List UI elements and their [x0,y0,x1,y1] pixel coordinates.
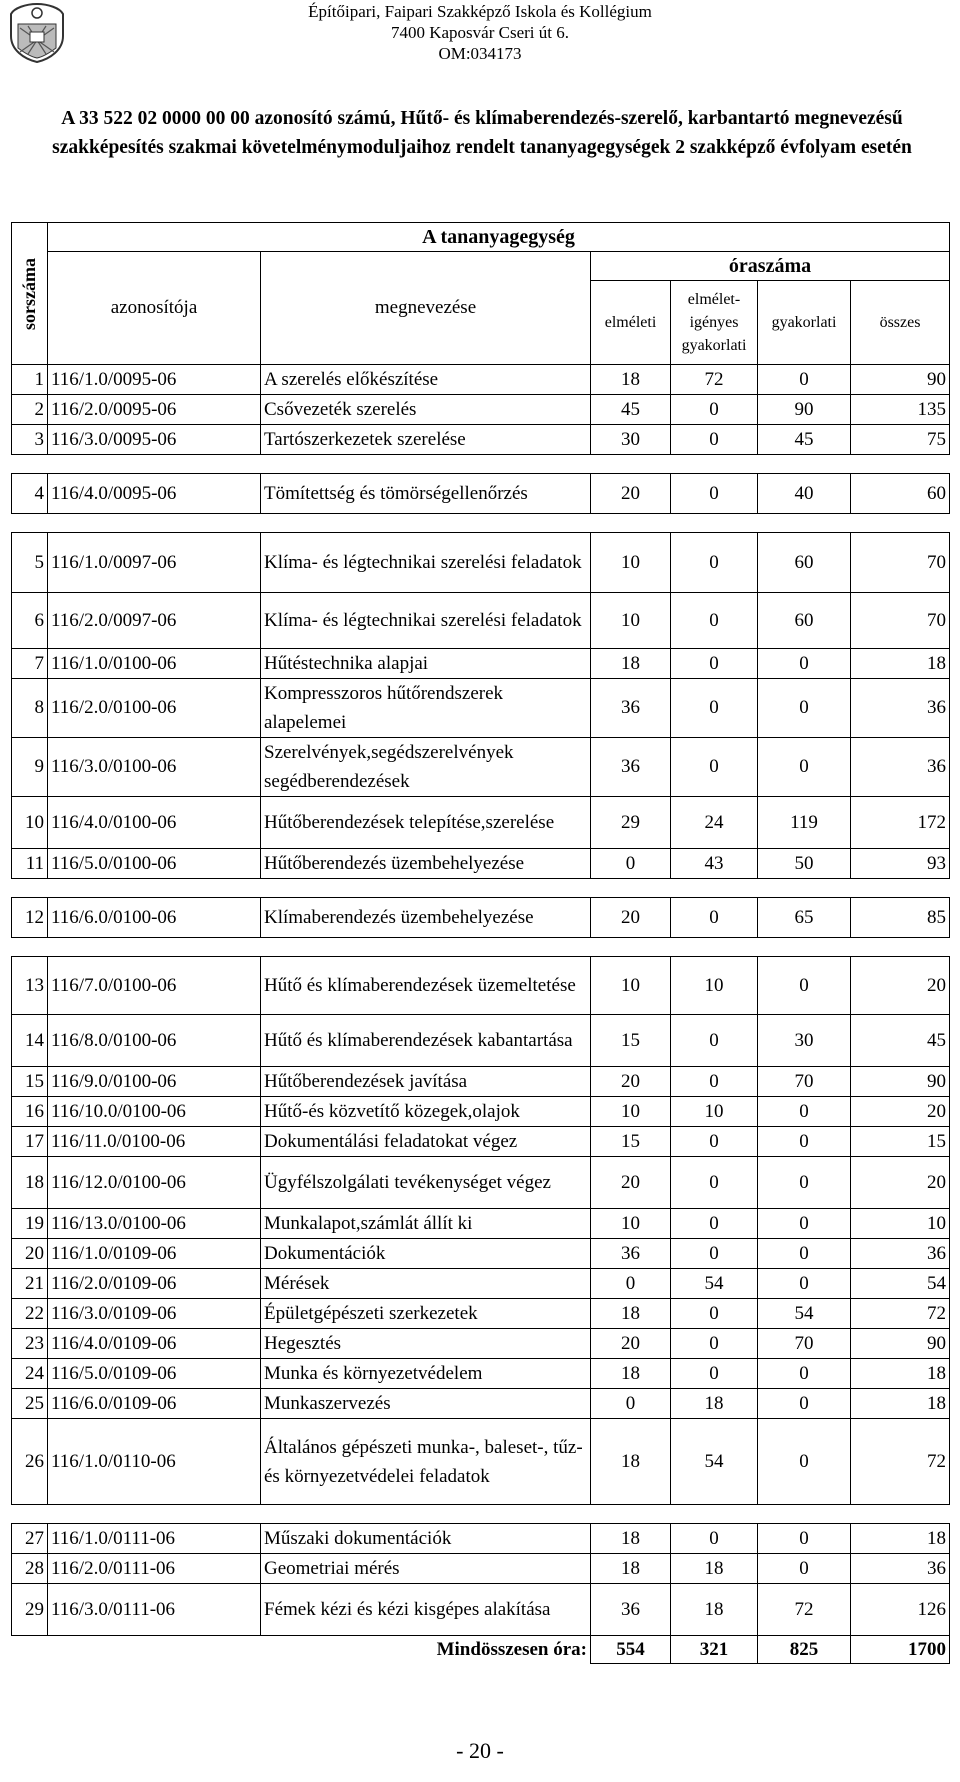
row-name: Geometriai mérés [261,1554,591,1584]
row-practice: 0 [758,1359,851,1389]
row-name: Csővezeték szerelés [261,395,591,425]
row-id: 116/9.0/0100-06 [48,1067,261,1097]
group-title-header: A tananyagegység [48,223,950,252]
row-spacer-cell [12,938,950,957]
row-number: 17 [12,1127,48,1157]
row-number: 12 [12,898,48,938]
row-number: 25 [12,1389,48,1419]
table-row [12,425,950,455]
row-total: 60 [851,474,950,514]
row-practice: 0 [758,1239,851,1269]
row-theory: 0 [591,1389,671,1419]
row-theory: 10 [591,533,671,593]
theory-header: elméleti [591,281,671,365]
row-name: Hűtő és klímaberendezések kabantartása [261,1015,591,1067]
row-theory-practice: 0 [671,1015,758,1067]
row-spacer [12,879,950,898]
table-row [12,1554,950,1584]
row-total: 93 [851,849,950,879]
row-practice: 72 [758,1584,851,1636]
row-number: 7 [12,649,48,679]
row-name: Hegesztés [261,1329,591,1359]
table-row [12,474,950,514]
row-practice: 0 [758,1157,851,1209]
page-header [0,0,960,68]
table-row [12,1299,950,1329]
row-number: 5 [12,533,48,593]
row-total: 36 [851,1239,950,1269]
row-id: 116/1.0/0110-06 [48,1419,261,1505]
row-name: Szerelvények,segédszerelvények segédberendezések [261,738,591,797]
row-name: Munka és környezetvédelem [261,1359,591,1389]
row-theory: 15 [591,1015,671,1067]
row-theory-practice: 0 [671,1239,758,1269]
table-row [12,1157,950,1209]
row-theory-practice: 18 [671,1389,758,1419]
row-name: Klíma- és légtechnikai szerelési feladatok [261,533,591,593]
row-name: Műszaki dokumentációk [261,1524,591,1554]
row-theory: 18 [591,1359,671,1389]
row-practice: 40 [758,474,851,514]
grand-total-all: 1700 [851,1636,950,1664]
row-number: 15 [12,1067,48,1097]
row-theory: 29 [591,797,671,849]
table-row [12,849,950,879]
row-id: 116/11.0/0100-06 [48,1127,261,1157]
table-row [12,1524,950,1554]
row-theory-practice: 0 [671,593,758,649]
row-spacer-cell [12,514,950,533]
row-theory: 18 [591,1419,671,1505]
row-id: 116/2.0/0111-06 [48,1554,261,1584]
row-id: 116/8.0/0100-06 [48,1015,261,1067]
row-total: 90 [851,365,950,395]
row-theory: 20 [591,1329,671,1359]
grand-total-practice: 825 [758,1636,851,1664]
row-number: 6 [12,593,48,649]
row-id: 116/3.0/0100-06 [48,738,261,797]
row-theory: 20 [591,898,671,938]
name-header: megnevezése [261,252,591,365]
row-name: Épületgépészeti szerkezetek [261,1299,591,1329]
row-theory: 45 [591,395,671,425]
row-theory-practice: 0 [671,1329,758,1359]
table-row [12,1239,950,1269]
row-spacer-cell [12,455,950,474]
row-theory: 20 [591,1067,671,1097]
row-total: 70 [851,593,950,649]
row-spacer [12,938,950,957]
row-name: Klíma- és légtechnikai szerelési feladatok [261,593,591,649]
row-theory: 30 [591,425,671,455]
row-number: 3 [12,425,48,455]
table-row [12,797,950,849]
table-row [12,1584,950,1636]
row-name: Tömítettség és tömörségellenőrzés [261,474,591,514]
row-theory: 36 [591,1584,671,1636]
row-number: 18 [12,1157,48,1209]
row-id: 116/3.0/0111-06 [48,1584,261,1636]
row-number: 23 [12,1329,48,1359]
row-total: 36 [851,679,950,738]
row-number: 9 [12,738,48,797]
row-total: 18 [851,1389,950,1419]
row-number: 8 [12,679,48,738]
table-row [12,738,950,797]
row-theory: 0 [591,849,671,879]
row-number: 19 [12,1209,48,1239]
row-total: 90 [851,1329,950,1359]
row-total: 72 [851,1299,950,1329]
row-name: Kompresszoros hűtőrendszerek alapelemei [261,679,591,738]
row-theory: 10 [591,957,671,1015]
row-practice: 60 [758,533,851,593]
document-title: A 33 522 02 0000 00 00 azonosító számú, Hűtő- és klímaberendezés-szerelő, karbantartó megnevezésű szakképesítés szakmai követelménymoduljaihoz rendelt tananyagegységek 2 szakképző évfolyam esetén [52,108,912,158]
row-theory: 10 [591,1097,671,1127]
row-name: Ügyfélszolgálati tevékenységet végez [261,1157,591,1209]
row-id: 116/4.0/0109-06 [48,1329,261,1359]
table-row [12,1097,950,1127]
row-theory: 36 [591,738,671,797]
row-number: 13 [12,957,48,1015]
row-name: Hűtéstechnika alapjai [261,649,591,679]
row-practice: 70 [758,1067,851,1097]
row-spacer [12,1505,950,1524]
row-theory-practice: 0 [671,1524,758,1554]
school-address: 7400 Kaposvár Cseri út 6. [390,23,569,42]
row-total: 20 [851,1097,950,1127]
row-total: 36 [851,1554,950,1584]
row-name: Általános gépészeti munka-, baleset-, tűz- és környezetvédelei feladatok [261,1419,591,1505]
row-name: Hűtőberendezés üzembehelyezése [261,849,591,879]
row-number: 26 [12,1419,48,1505]
table-body [12,365,950,1664]
row-name: Fémek kézi és kézi kisgépes alakítása [261,1584,591,1636]
row-practice: 0 [758,1389,851,1419]
row-number: 21 [12,1269,48,1299]
row-practice: 0 [758,365,851,395]
row-theory-practice: 0 [671,1157,758,1209]
row-theory-practice: 0 [671,738,758,797]
row-total: 54 [851,1269,950,1299]
row-name: Klímaberendezés üzembehelyezése [261,898,591,938]
row-total: 36 [851,738,950,797]
serial-header: sorszáma [19,257,39,330]
row-theory: 10 [591,593,671,649]
row-name: Munkalapot,számlát állít ki [261,1209,591,1239]
table-row [12,649,950,679]
row-name: Hűtőberendezések telepítése,szerelése [261,797,591,849]
row-spacer [12,514,950,533]
row-theory: 18 [591,1554,671,1584]
row-practice: 0 [758,738,851,797]
table-row [12,957,950,1015]
practice-header: gyakorlati [758,281,851,365]
row-theory-practice: 10 [671,1097,758,1127]
total-header: összes [851,281,950,365]
row-id: 116/2.0/0095-06 [48,395,261,425]
row-spacer-cell [12,1505,950,1524]
row-theory: 15 [591,1127,671,1157]
row-id: 116/2.0/0097-06 [48,593,261,649]
row-practice: 0 [758,1419,851,1505]
row-theory-practice: 0 [671,474,758,514]
table-row [12,1269,950,1299]
table-row [12,1209,950,1239]
school-name: Építőipari, Faipari Szakképző Iskola és Kollégium [308,2,652,21]
row-name: Munkaszervezés [261,1389,591,1419]
row-id: 116/1.0/0109-06 [48,1239,261,1269]
row-theory-practice: 18 [671,1584,758,1636]
row-total: 20 [851,1157,950,1209]
row-practice: 60 [758,593,851,649]
table-row [12,1389,950,1419]
table-row [12,679,950,738]
row-id: 116/3.0/0095-06 [48,425,261,455]
row-number: 24 [12,1359,48,1389]
row-theory-practice: 0 [671,395,758,425]
school-info [0,1,960,64]
row-name: Dokumentációk [261,1239,591,1269]
row-theory-practice: 0 [671,1067,758,1097]
row-name: Hűtő-és közvetítő közegek,olajok [261,1097,591,1127]
row-practice: 0 [758,1097,851,1127]
serial-header-cell [12,223,48,365]
row-total: 70 [851,533,950,593]
row-total: 72 [851,1419,950,1505]
row-practice: 0 [758,1524,851,1554]
row-total: 15 [851,1127,950,1157]
row-id: 116/5.0/0100-06 [48,849,261,879]
table-row [12,1067,950,1097]
row-total: 45 [851,1015,950,1067]
row-practice: 0 [758,679,851,738]
page-number: - 20 - [456,1738,504,1763]
row-practice: 30 [758,1015,851,1067]
row-total: 90 [851,1067,950,1097]
theory-practice-header: elmélet-igényes gyakorlati [671,281,758,365]
curriculum-table [11,222,950,1664]
grand-total-theory-practice: 321 [671,1636,758,1664]
row-total: 18 [851,1524,950,1554]
row-theory-practice: 0 [671,1299,758,1329]
row-total: 18 [851,1359,950,1389]
row-theory-practice: 43 [671,849,758,879]
row-practice: 119 [758,797,851,849]
row-theory-practice: 0 [671,425,758,455]
row-number: 29 [12,1584,48,1636]
row-theory: 0 [591,1269,671,1299]
row-theory: 18 [591,1299,671,1329]
row-theory-practice: 24 [671,797,758,849]
row-total: 18 [851,649,950,679]
grand-total-theory: 554 [591,1636,671,1664]
row-number: 27 [12,1524,48,1554]
table-row [12,1359,950,1389]
table-row [12,898,950,938]
row-practice: 45 [758,425,851,455]
row-name: Hűtő és klímaberendezések üzemeltetése [261,957,591,1015]
row-number: 11 [12,849,48,879]
row-theory-practice: 0 [671,1209,758,1239]
table-row [12,395,950,425]
row-spacer [12,455,950,474]
row-name: Dokumentálási feladatokat végez [261,1127,591,1157]
row-id: 116/1.0/0111-06 [48,1524,261,1554]
row-id: 116/13.0/0100-06 [48,1209,261,1239]
row-number: 1 [12,365,48,395]
row-total: 126 [851,1584,950,1636]
id-header: azonosítója [48,252,261,365]
row-total: 135 [851,395,950,425]
row-theory: 10 [591,1209,671,1239]
row-name: A szerelés előkészítése [261,365,591,395]
row-practice: 0 [758,649,851,679]
row-practice: 90 [758,395,851,425]
row-total: 20 [851,957,950,1015]
row-total: 10 [851,1209,950,1239]
row-spacer-cell [12,879,950,898]
row-id: 116/1.0/0095-06 [48,365,261,395]
row-theory-practice: 0 [671,649,758,679]
row-id: 116/2.0/0100-06 [48,679,261,738]
row-practice: 0 [758,957,851,1015]
row-theory-practice: 54 [671,1269,758,1299]
hours-header: óraszáma [591,252,950,281]
table-row [12,1329,950,1359]
table-row [12,533,950,593]
row-total: 172 [851,797,950,849]
row-theory: 20 [591,1157,671,1209]
row-number: 4 [12,474,48,514]
row-theory: 18 [591,649,671,679]
row-theory-practice: 54 [671,1419,758,1505]
table-row [12,1015,950,1067]
row-total: 75 [851,425,950,455]
row-theory-practice: 0 [671,679,758,738]
row-practice: 0 [758,1127,851,1157]
row-number: 20 [12,1239,48,1269]
row-name: Mérések [261,1269,591,1299]
row-id: 116/6.0/0109-06 [48,1389,261,1419]
row-number: 2 [12,395,48,425]
row-number: 22 [12,1299,48,1329]
row-id: 116/1.0/0097-06 [48,533,261,593]
row-theory-practice: 0 [671,533,758,593]
row-theory: 36 [591,679,671,738]
row-theory: 18 [591,1524,671,1554]
row-id: 116/2.0/0109-06 [48,1269,261,1299]
table-row [12,593,950,649]
grand-total-row [12,1636,950,1664]
row-id: 116/10.0/0100-06 [48,1097,261,1127]
row-id: 116/7.0/0100-06 [48,957,261,1015]
row-id: 116/1.0/0100-06 [48,649,261,679]
row-id: 116/12.0/0100-06 [48,1157,261,1209]
row-number: 14 [12,1015,48,1067]
row-practice: 0 [758,1554,851,1584]
row-theory: 36 [591,1239,671,1269]
row-number: 16 [12,1097,48,1127]
row-practice: 0 [758,1209,851,1239]
row-name: Tartószerkezetek szerelése [261,425,591,455]
row-theory-practice: 10 [671,957,758,1015]
table-row [12,1419,950,1505]
row-practice: 65 [758,898,851,938]
row-practice: 50 [758,849,851,879]
row-practice: 54 [758,1299,851,1329]
grand-total-label: Mindösszesen óra: [436,1638,587,1660]
row-name: Hűtőberendezések javítása [261,1067,591,1097]
row-theory-practice: 0 [671,1359,758,1389]
row-theory: 18 [591,365,671,395]
row-theory-practice: 0 [671,1127,758,1157]
table-row [12,365,950,395]
row-theory-practice: 18 [671,1554,758,1584]
row-id: 116/4.0/0100-06 [48,797,261,849]
row-id: 116/5.0/0109-06 [48,1359,261,1389]
row-id: 116/4.0/0095-06 [48,474,261,514]
row-number: 10 [12,797,48,849]
row-id: 116/6.0/0100-06 [48,898,261,938]
row-number: 28 [12,1554,48,1584]
row-total: 85 [851,898,950,938]
row-theory-practice: 72 [671,365,758,395]
row-id: 116/3.0/0109-06 [48,1299,261,1329]
row-theory-practice: 0 [671,898,758,938]
table-row [12,1127,950,1157]
row-theory: 20 [591,474,671,514]
row-practice: 70 [758,1329,851,1359]
school-om-id: OM:034173 [438,44,522,63]
row-practice: 0 [758,1269,851,1299]
